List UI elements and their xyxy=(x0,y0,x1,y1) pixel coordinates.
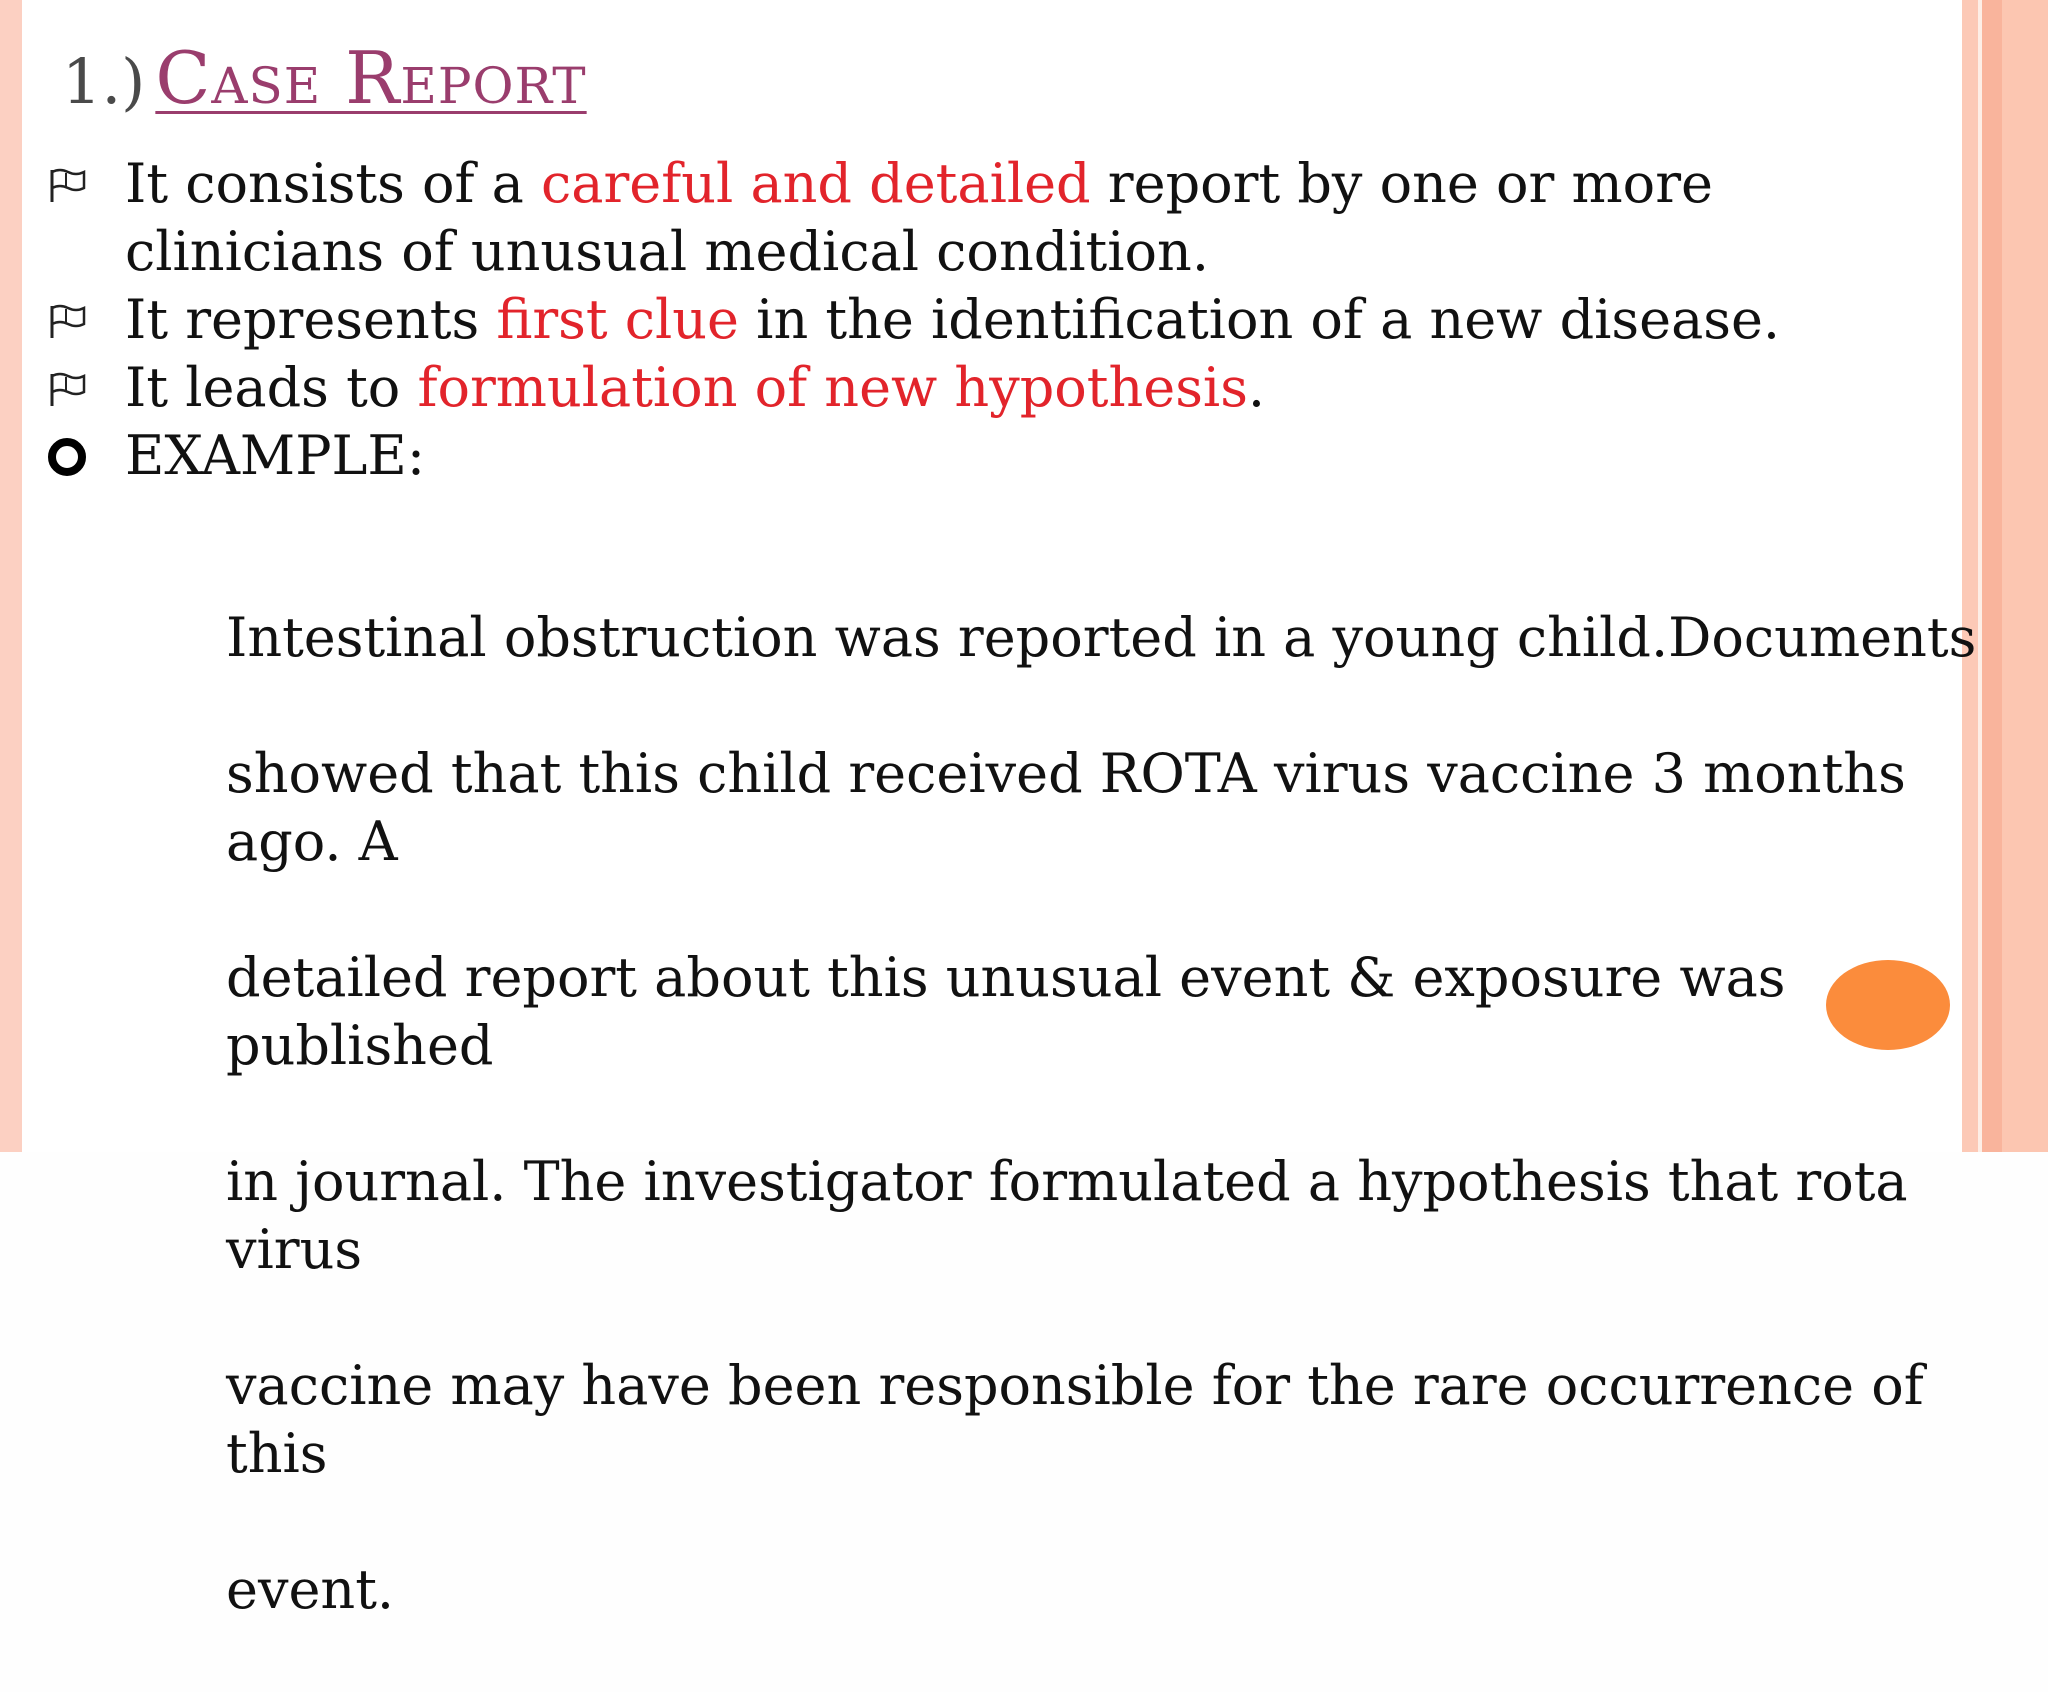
bullet-text: report by one or more clinicians of unusual medical condition. xyxy=(125,152,1713,283)
slide-title xyxy=(62,28,587,132)
orange-circle-decoration xyxy=(1826,960,1950,1050)
example-line: detailed report about this unusual event & exposure was published xyxy=(226,946,1786,1077)
bullet-text: It consists of a xyxy=(125,152,542,215)
bullet-text: . xyxy=(1247,356,1266,419)
left-border-decoration xyxy=(0,0,22,1152)
bullet-item xyxy=(40,150,1960,286)
bullet-highlight: first clue xyxy=(496,288,740,351)
flag-icon xyxy=(48,168,88,204)
title-text: Case Report xyxy=(155,36,587,120)
example-line: in journal. The investigator formulated a hypothesis that rota virus xyxy=(226,1150,1908,1281)
bullet-text: in the identification of a new disease. xyxy=(739,288,1781,351)
title-number: 1.) xyxy=(62,45,146,118)
bullet-list xyxy=(40,150,1960,490)
ring-icon xyxy=(48,438,86,476)
example-label: EXAMPLE: xyxy=(125,424,426,487)
example-line: event. xyxy=(226,1558,395,1621)
bullet-item xyxy=(40,354,1960,422)
flag-icon xyxy=(48,304,88,340)
example-line: Intestinal obstruction was reported in a young child.Documents xyxy=(226,606,1977,669)
bullet-highlight: formulation of new hypothesis xyxy=(417,356,1248,419)
example-line: vaccine may have been responsible for the rare occurrence of this xyxy=(226,1354,1924,1485)
bullet-text: It leads to xyxy=(125,356,418,419)
flag-icon xyxy=(48,372,88,408)
bullet-text: It represents xyxy=(125,288,497,351)
bullet-highlight: careful and detailed xyxy=(541,152,1091,215)
bullet-item xyxy=(40,286,1960,354)
example-line: showed that this child received ROTA virus vaccine 3 months ago. A xyxy=(226,742,1906,873)
example-paragraph xyxy=(226,536,2016,1692)
bullet-item xyxy=(40,422,1960,490)
